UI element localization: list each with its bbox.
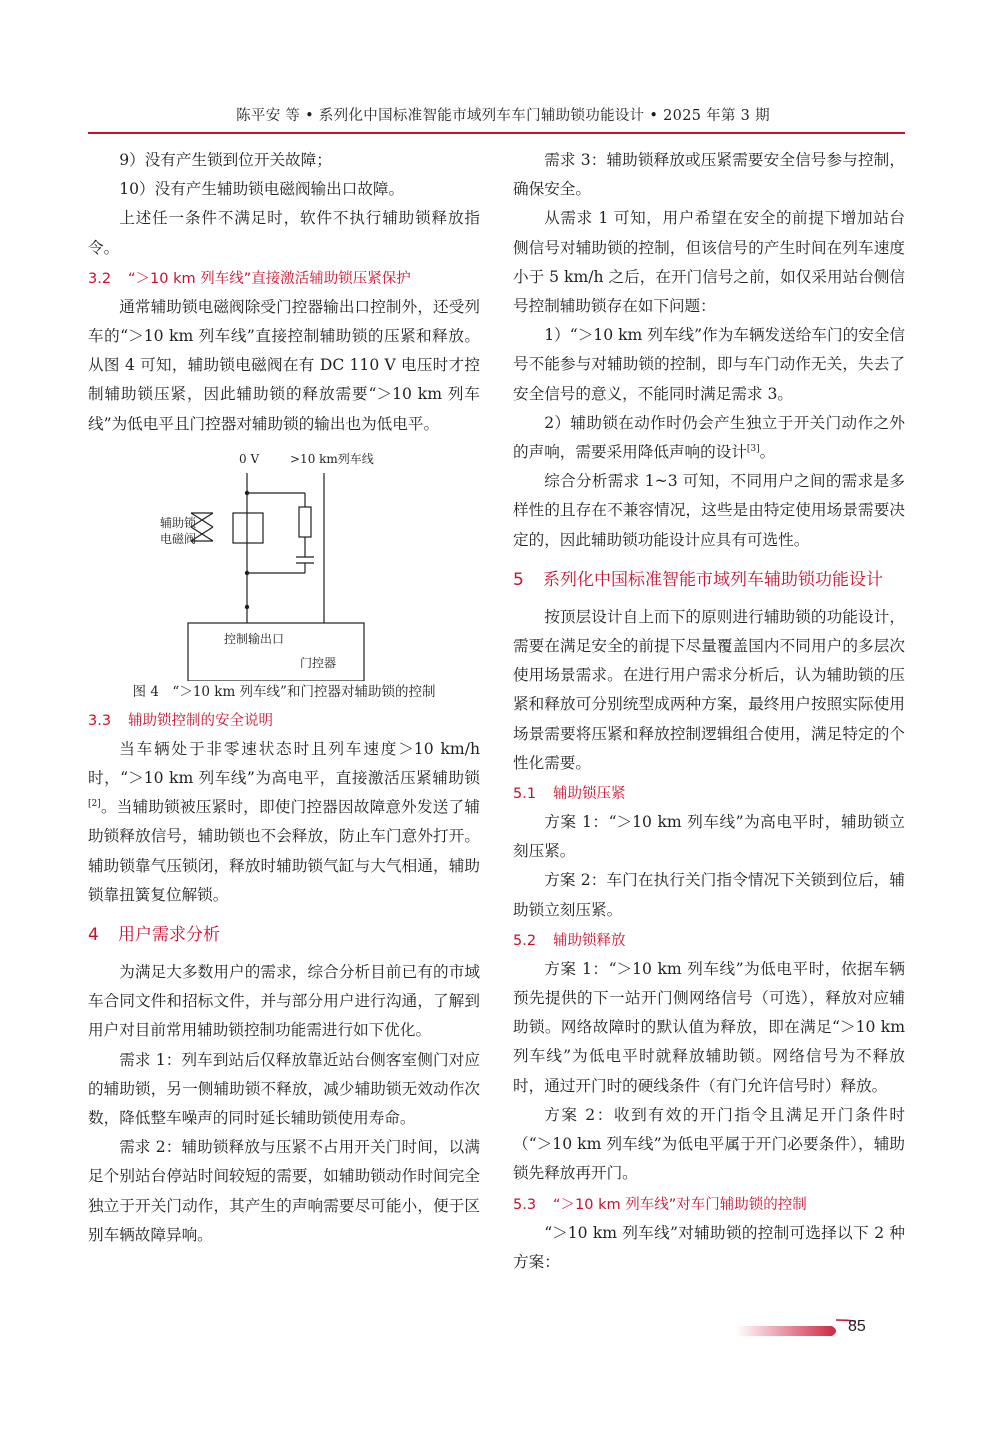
paragraph: 需求 2：辅助锁释放与压紧不占用开关门时间，以满足个别站台停站时间较短的需要，如辅助锁动作时间完全独立于开关门动作，其产生的声响需要尽可能小，便于区别车辆故障异响。 <box>88 1138 480 1244</box>
section-heading-4 <box>88 920 480 950</box>
label-output-port: 控制输出口 <box>224 631 285 646</box>
section-title: “＞10 km 列车线”直接激活辅助锁压紧保护 <box>128 270 411 287</box>
page-number: 85 <box>848 1318 866 1335</box>
section-title: “＞10 km 列车线”对车门辅助锁的控制 <box>553 1196 807 1213</box>
paragraph: 2）辅助锁在动作时仍会产生独立于开关门动作之外的声响，需要采用降低声响的设计[3]。 <box>513 413 905 462</box>
section-heading-5-3 <box>513 1191 905 1219</box>
right-column <box>513 146 905 1277</box>
section-heading-3-3 <box>88 707 480 735</box>
section-number: 5.3 <box>513 1196 537 1213</box>
paragraph: 综合分析需求 1~3 可知，不同用户之间的需求是多样性的且存在不兼容情况，这些是由特定使用场景需要决定的，因此辅助锁功能设计应具有可选性。 <box>513 472 905 549</box>
figure-4 <box>88 445 480 681</box>
junction-dot <box>245 605 249 609</box>
figure-caption: 图 4 “＞10 km 列车线”和门控器对辅助锁的控制 <box>132 683 436 700</box>
paragraph: 上述任一条件不满足时，软件不执行辅助锁释放指令。 <box>88 209 480 257</box>
section-heading-5-1 <box>513 780 905 808</box>
section-number: 5 <box>513 569 524 590</box>
junction-dot <box>245 571 249 575</box>
label-valve-line2: 电磁阀 <box>160 531 197 546</box>
section-title: 辅助锁释放 <box>553 932 626 949</box>
section-title: 辅助锁控制的安全说明 <box>128 712 273 729</box>
paragraph: 从需求 1 可知，用户希望在安全的前提下增加站台侧信号对辅助锁的控制，但该信号的产生时间在列车速度小于 5 km/h 之后，在开门信号之前，如仅采用站台侧信号控制辅助锁存在如下问题： <box>513 209 905 316</box>
paragraph: 需求 3：辅助锁释放或压紧需要安全信号参与控制，确保安全。 <box>513 151 905 199</box>
paragraph: 10）没有产生辅助锁电磁阀输出口故障。 <box>119 180 405 199</box>
section-heading-3-2 <box>88 265 480 293</box>
paragraph: 当车辆处于非零速状态时且列车速度＞10 km/h 时，“＞10 km 列车线”为高电平，直接激活压紧辅助锁[2]。当辅助锁被压紧时，即使门控器因故障意外发送了辅助锁释放信号，辅助锁也不会释放，防止车门意外打开。辅助锁靠气压锁闭，释放时辅助锁气缸与大气相通，辅助锁靠扭簧复位解锁。 <box>88 739 480 904</box>
circuit-diagram <box>88 445 480 681</box>
citation: [2] <box>88 799 101 810</box>
paragraph: 9）没有产生锁到位开关故障； <box>119 151 332 169</box>
label-door-controller: 门控器 <box>300 655 337 670</box>
paragraph: 方案 2：收到有效的开门指令且满足开门条件时（“＞10 km 列车线”为低电平属于开门必要条件），辅助锁先释放再开门。 <box>513 1105 905 1183</box>
section-number: 5.1 <box>513 786 537 803</box>
section-title: 辅助锁压紧 <box>553 786 626 803</box>
paragraph: 通常辅助锁电磁阀除受门控器输出口控制外，还受列车的“＞10 km 列车线”直接控制辅助锁的压紧和释放。从图 4 可知，辅助锁电磁阀在有 DC 110 V 电压时才控制辅助锁压紧，因此辅助锁的释放需要“＞10 km 列车线”为低电平且门控器对辅助锁的输出也为低电平。 <box>88 297 480 433</box>
section-number: 3.3 <box>88 712 112 729</box>
section-title: 用户需求分析 <box>118 925 220 946</box>
section-number: 3.2 <box>88 270 112 287</box>
running-header: 陈平安 等 • 系列化中国标准智能市域列车车门辅助锁功能设计 • 2025 年第 3 期 <box>236 108 770 124</box>
resistor <box>299 507 311 537</box>
label-train-line: >10 km列车线 <box>290 451 374 466</box>
header-rule <box>88 132 905 134</box>
section-number: 5.2 <box>513 932 537 949</box>
paragraph: 按顶层设计自上而下的原则进行辅助锁的功能设计，需要在满足安全的前提下尽量覆盖国内不同用户的多层次使用场景需求。在进行用户需求分析后，认为辅助锁的压紧和释放可分别统型成两种方案，最终用户按照实际使用场景需要将压紧和释放控制逻辑组合使用，满足特定的个性化需要。 <box>513 607 905 772</box>
paragraph: “＞10 km 列车线”对辅助锁的控制可选择以下 2 种方案： <box>513 1223 905 1271</box>
paragraph: 1）“＞10 km 列车线”作为车辆发送给车门的安全信号不能参与对辅助锁的控制，即与车门动作无关，失去了安全信号的意义，不能同时满足需求 3。 <box>513 326 905 403</box>
paragraph: 方案 1：“＞10 km 列车线”为高电平时，辅助锁立刻压紧。 <box>513 813 905 861</box>
paragraph: 为满足大多数用户的需求，综合分析目前已有的市域车合同文件和招标文件，并与部分用户进行沟通，了解到用户对目前常用辅助锁控制功能需进行如下优化。 <box>88 963 480 1040</box>
label-valve-line1: 辅助锁 <box>160 515 197 530</box>
label-0v: 0 V <box>239 451 260 466</box>
paragraph: 方案 2：车门在执行关门指令情况下关锁到位后，辅助锁立刻压紧。 <box>513 871 905 919</box>
paragraph: 需求 1：列车到站后仅释放靠近站台侧客室侧门对应的辅助锁，另一侧辅助锁不释放，减少辅助锁无效动作次数，降低整车噪声的同时延长辅助锁使用寿命。 <box>88 1050 480 1128</box>
section-heading-5 <box>513 565 905 595</box>
section-title: 系列化中国标准智能市域列车辅助锁功能设计 <box>543 569 883 590</box>
footer-decoration <box>736 1318 856 1344</box>
section-number: 4 <box>88 925 99 946</box>
solenoid-coil <box>233 513 263 543</box>
citation: [3] <box>746 444 760 455</box>
paragraph: 方案 1：“＞10 km 列车线”为低电平时，依据车辆预先提供的下一站开门侧网络信号（可选），释放对应辅助锁。网络故障时的默认值为释放，即在满足“＞10 km 列车线”为低电平时就释放辅助锁。网络信号为不释放时，通过开门时的硬线条件（有门允许信号时）释放。 <box>513 959 905 1095</box>
section-heading-5-2 <box>513 927 905 955</box>
junction-dot <box>245 491 249 495</box>
left-column <box>88 146 480 1250</box>
